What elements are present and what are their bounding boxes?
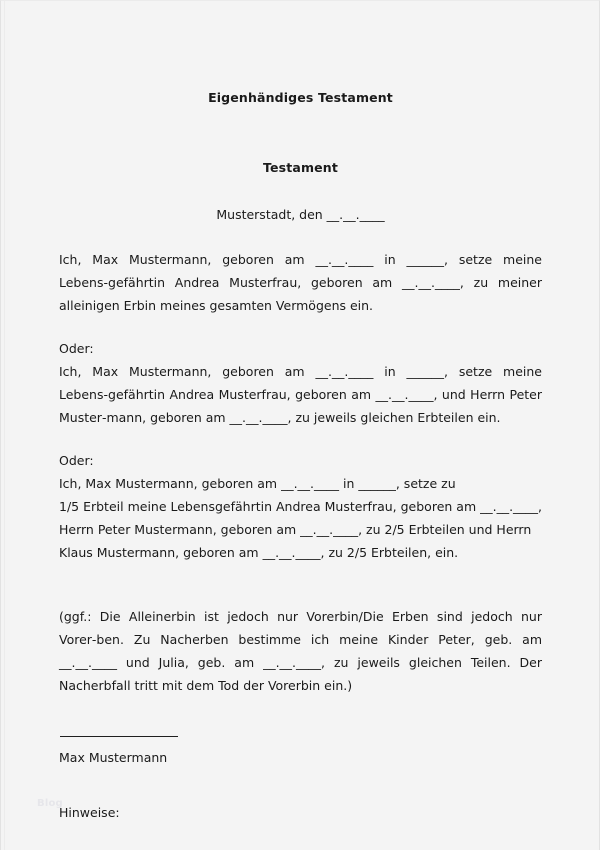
clause-section-second (59, 317, 542, 429)
clause-third-line-1: Ich, Max Mustermann, geboren am __.__.____ in ______, setze zu (59, 476, 456, 491)
clause-third-line-2: 1/5 Erbteil meine Lebensgefährtin Andrea Musterfrau, geboren am __.__.____, (59, 499, 543, 514)
clause-label-oder-2: Oder: (59, 453, 94, 468)
place-and-date-line: Musterstadt, den __.__.____ (216, 207, 385, 222)
clause-third-line-3: Herrn Peter Mustermann, geboren am __.__.____, zu 2/5 Erbteilen und Herrn (59, 522, 532, 537)
document-subtitle: Testament (263, 160, 338, 175)
clause-third-line-4: Klaus Mustermann, geboren am __.__.____, zu 2/5 Erbteilen, ein. (59, 545, 459, 560)
page-content-area (1, 1, 599, 850)
clause-label-oder-1: Oder: (59, 341, 94, 356)
notes-label: Hinweise: (59, 805, 120, 820)
clause-text-first: Ich, Max Mustermann, geboren am __.__.____ in ______, setze meine Lebens‑gefährtin Andrea Musterfrau, geboren am __.__.____, zu meiner alleinigen Erbin meines gesamten Vermögens ein. (59, 252, 542, 313)
clause-section-first (59, 222, 542, 317)
clause-section-third (59, 429, 542, 564)
clause-text-second: Ich, Max Mustermann, geboren am __.__.____ in ______, setze meine Lebens‑gefährtin Andrea Musterfrau, geboren am __.__.____, und Herrn Peter Muster‑mann, geboren am __.__.____, zu jeweils gleichen Erbteilen ein. (59, 364, 542, 425)
vorerben-note-text: (ggf.: Die Alleinerbin ist jedoch nur Vorerbin/Die Erben sind jedoch nur Vorer‑ben. Zu Nacherben bestimme ich meine Kinder Peter, geb. am __.__.____ und Julia, geb. am __.__.____, zu jeweils gleichen Teilen. Der Nacherbfall tritt mit dem Tod der Vorerbin ein.) (59, 609, 542, 693)
watermark-text: Blog (37, 798, 63, 809)
signature-name: Max Mustermann (59, 750, 168, 765)
vorerben-note-section (59, 564, 542, 697)
page-title: Eigenhändiges Testament (208, 90, 393, 105)
signature-area (59, 697, 542, 769)
